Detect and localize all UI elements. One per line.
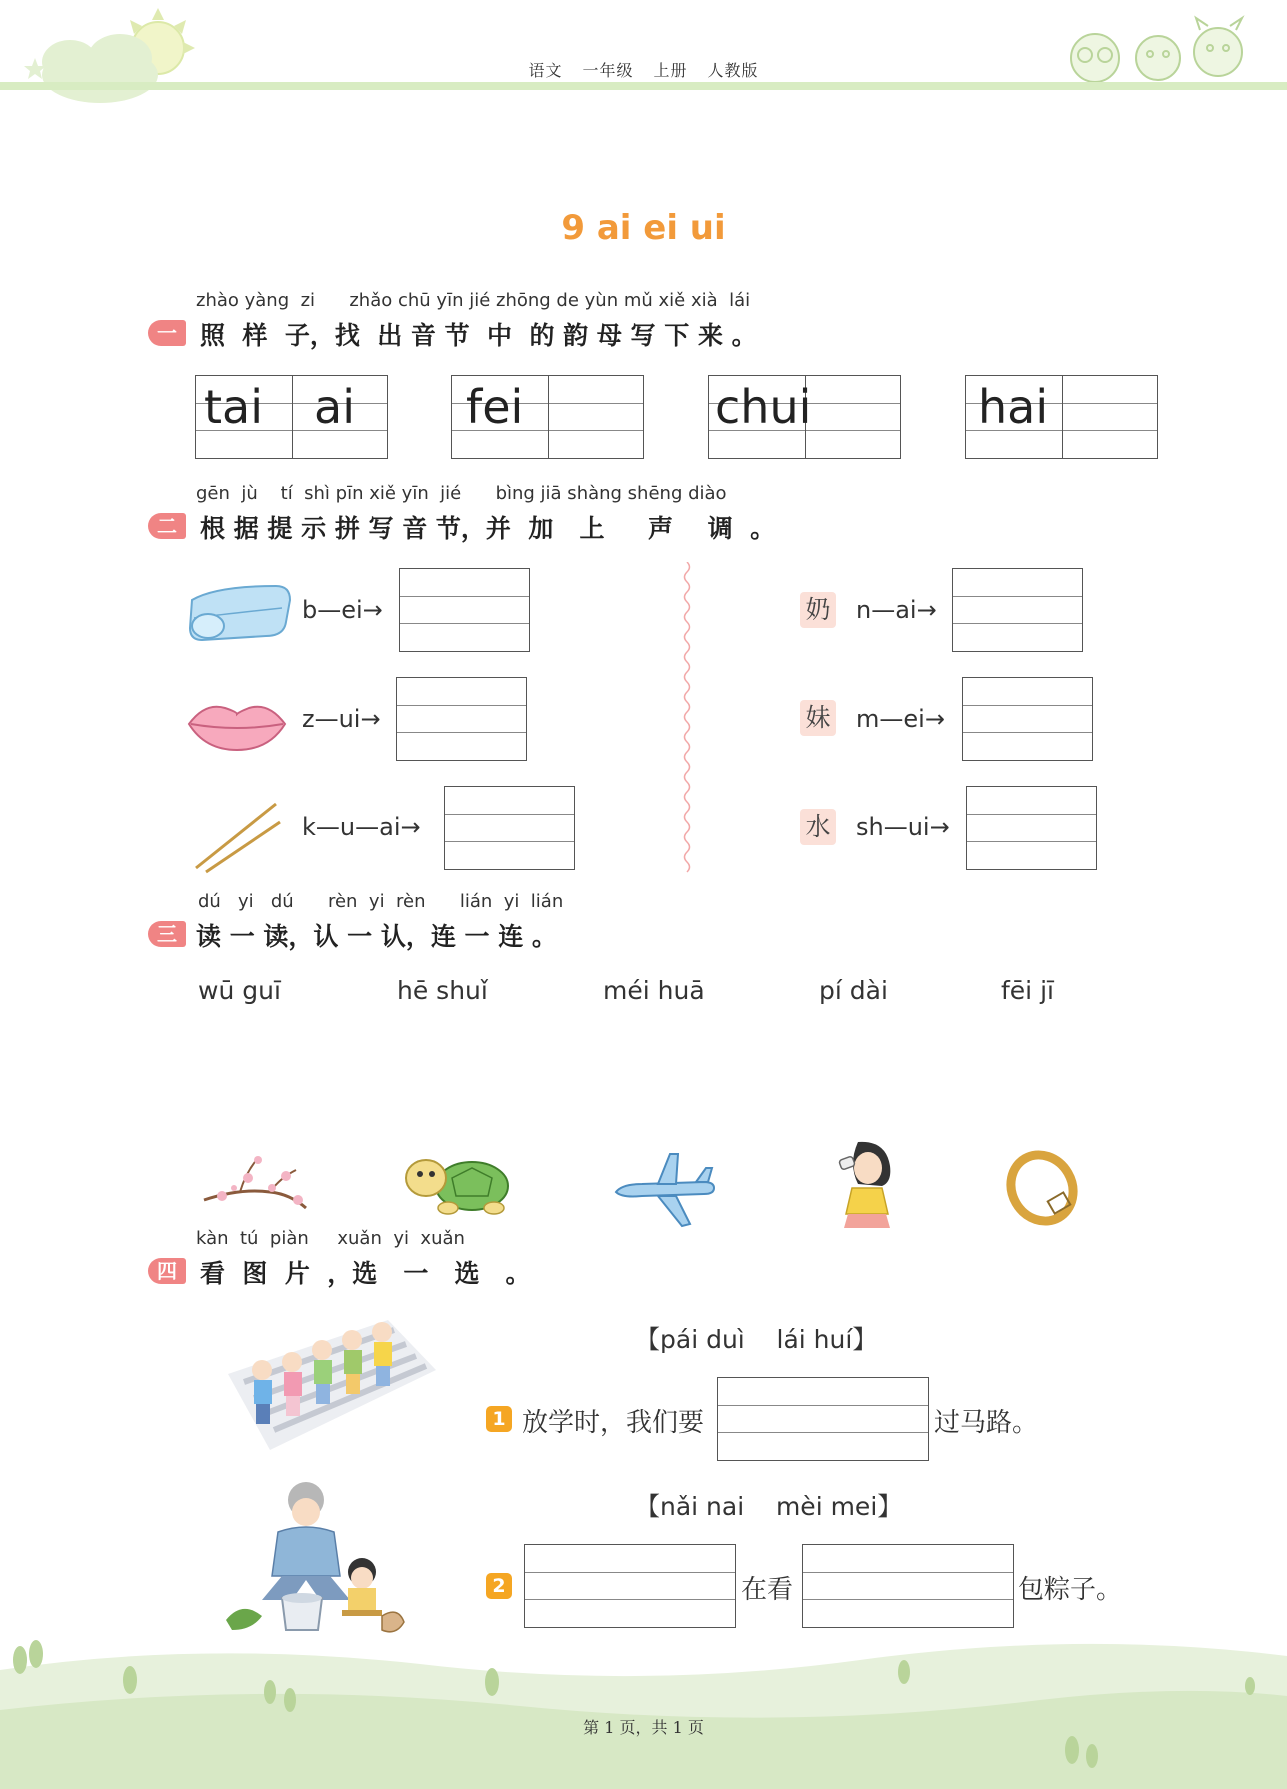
box1-answer: ai (314, 380, 355, 434)
left-item-1-text: b—ei→ (302, 596, 383, 624)
pinyin-word-4[interactable]: pí dài (819, 976, 888, 1005)
box3-syllable: chui (715, 380, 812, 434)
section1-pinyin: zhào yàng zi zhǎo chū yīn jié zhōng de yùn mǔ xiě xià lái (196, 290, 751, 311)
section3-instruction: 读 一 读，认 一 认，连 一 连 。 (196, 922, 557, 951)
footer-hills-decoration (0, 1630, 1287, 1789)
example-box-1 (195, 375, 388, 459)
header-grade: 一年级 (582, 61, 634, 80)
header-line (0, 82, 1287, 90)
q2-answer-box-1[interactable] (524, 1544, 736, 1628)
section4-pinyin: kàn tú piàn xuǎn yi xuǎn (196, 1228, 465, 1249)
page-footer: 第 1 页，共 1 页 (583, 1718, 704, 1737)
lips-icon (185, 698, 289, 754)
header-edition: 人教版 (707, 61, 759, 80)
header-text (0, 58, 1287, 81)
box2-syllable: fei (466, 380, 524, 434)
right-item-1-text: n—ai→ (856, 596, 937, 624)
left-item-3-text: k—u—ai→ (302, 813, 421, 841)
answer-box-2[interactable] (451, 375, 644, 459)
section2-pinyin: gēn jù tí shì pīn xiě yīn jié bìng jiā shàng shēng diào (196, 483, 727, 504)
header-decoration (0, 0, 1287, 110)
turtle-icon[interactable] (402, 1148, 514, 1218)
girl-drinking-icon[interactable] (830, 1138, 902, 1230)
q1-text-before: 放学时，我们要 (522, 1408, 705, 1438)
children-crossing-icon (218, 1304, 438, 1450)
airplane-icon[interactable] (612, 1150, 718, 1230)
right-answer-box-2[interactable] (962, 677, 1093, 761)
section1-instruction: 照 样 子，找 出 音 节 中 的 韵 母 写 下 来 。 (200, 321, 757, 350)
right-item-3-hanzi: 水 (800, 809, 836, 845)
leather-belt-icon[interactable] (1002, 1150, 1082, 1226)
q2-text-after: 包粽子。 (1018, 1575, 1123, 1605)
pinyin-word-3[interactable]: méi huā (603, 976, 705, 1005)
right-answer-box-1[interactable] (952, 568, 1083, 652)
right-item-2-text: m—ei→ (856, 705, 945, 733)
left-answer-box-1[interactable] (399, 568, 530, 652)
left-item-2-text: z—ui→ (302, 705, 381, 733)
header-volume: 上册 (653, 61, 688, 80)
answer-box-3[interactable] (708, 375, 901, 459)
header-subject: 语文 (528, 61, 563, 80)
section1-badge: 一 (148, 320, 186, 346)
q1-number: 1 (486, 1406, 512, 1432)
box4-syllable: hai (978, 380, 1049, 434)
right-answer-box-3[interactable] (966, 786, 1097, 870)
section2-instruction: 根 据 提 示 拼 写 音 节，并 加 上 声 调 。 (200, 514, 776, 543)
right-item-1-hanzi: 奶 (800, 592, 836, 628)
pinyin-word-5[interactable]: fēi jī (1001, 976, 1054, 1005)
right-item-3-text: sh—ui→ (856, 813, 950, 841)
section2-divider (680, 562, 694, 877)
section4-badge: 四 (148, 1258, 186, 1284)
plum-blossom-icon[interactable] (200, 1148, 310, 1216)
grandma-making-zongzi-icon (222, 1480, 408, 1640)
section4-instruction: 看 图 片 ，选 一 选 。 (200, 1259, 531, 1288)
q1-text-after: 过马路。 (934, 1408, 1039, 1438)
q1-answer-box[interactable] (717, 1377, 929, 1461)
box1-syllable: tai (204, 380, 264, 434)
section2-badge: 二 (148, 513, 186, 539)
right-item-2-hanzi: 妹 (800, 700, 836, 736)
q2-text-middle: 在看 (741, 1575, 794, 1605)
q1-choices: 【pái duì lái huí】 (635, 1325, 878, 1354)
section3-badge: 三 (148, 921, 186, 947)
left-answer-box-2[interactable] (396, 677, 527, 761)
left-answer-box-3[interactable] (444, 786, 575, 870)
q2-number: 2 (486, 1573, 512, 1599)
pinyin-word-2[interactable]: hē shuǐ (397, 976, 488, 1005)
q2-answer-box-2[interactable] (802, 1544, 1014, 1628)
lesson-title: 9 ai ei ui (561, 208, 726, 248)
section3-pinyin: dú yi dú rèn yi rèn lián yi lián (198, 891, 564, 912)
pinyin-word-1[interactable]: wū guī (198, 976, 281, 1005)
answer-box-4[interactable] (965, 375, 1158, 459)
towel-icon (186, 578, 292, 644)
chopsticks-icon (192, 800, 282, 876)
q2-choices: 【nǎi nai mèi mei】 (635, 1492, 903, 1521)
